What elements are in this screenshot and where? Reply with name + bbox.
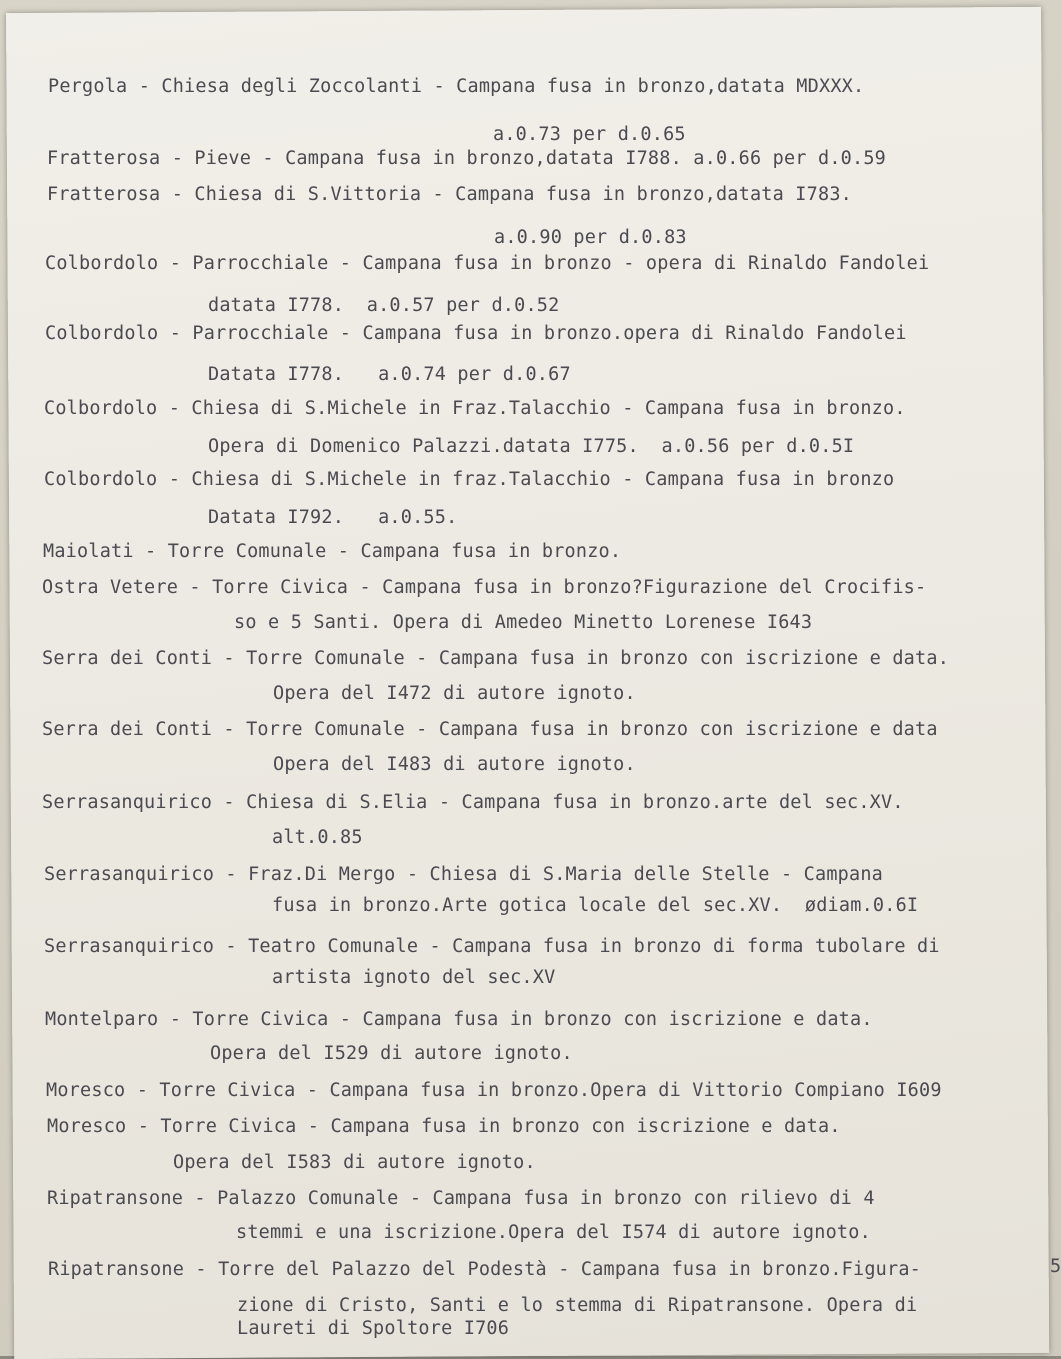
entry-line: Ripatransone - Torre del Palazzo del Podestà - Campana fusa in bronzo.Figura- bbox=[48, 1259, 922, 1280]
entry-line: artista ignoto del sec.XV bbox=[272, 967, 556, 988]
entry-line: Opera del I483 di autore ignoto. bbox=[273, 754, 636, 775]
entry-line: Colbordolo - Parrocchiale - Campana fusa in bronzo - opera di Rinaldo Fandolei bbox=[45, 253, 930, 274]
entry-line: Fratterosa - Pieve - Campana fusa in bronzo,datata I788. a.0.66 per d.0.59 bbox=[47, 148, 887, 169]
entry-line: a.0.90 per d.0.83 bbox=[494, 227, 687, 248]
entry-line: Serrasanquirico - Teatro Comunale - Campana fusa in bronzo di forma tubolare di bbox=[44, 936, 940, 957]
entry-line: Fratterosa - Chiesa di S.Vittoria - Campana fusa in bronzo,datata I783. bbox=[47, 184, 852, 205]
entry-line: Serrasanquirico - Fraz.Di Mergo - Chiesa di S.Maria delle Stelle - Campana bbox=[44, 864, 884, 885]
entry-line: Serra dei Conti - Torre Comunale - Campana fusa in bronzo con iscrizione e data bbox=[42, 719, 938, 740]
entry-line: Opera del I529 di autore ignoto. bbox=[210, 1043, 573, 1064]
entry-line: Opera del I583 di autore ignoto. bbox=[173, 1152, 536, 1173]
entry-line: a.0.73 per d.0.65 bbox=[493, 124, 686, 145]
entry-line: so e 5 Santi. Opera di Amedeo Minetto Lorenese I643 bbox=[234, 612, 813, 633]
entry-line: Moresco - Torre Civica - Campana fusa in bronzo con iscrizione e data. bbox=[47, 1116, 841, 1137]
entry-line: Datata I778. a.0.74 per d.0.67 bbox=[208, 364, 571, 385]
entry-line: Moresco - Torre Civica - Campana fusa in bronzo.Opera di Vittorio Compiano I609 bbox=[46, 1080, 942, 1101]
page-edge-mark: 5 bbox=[1050, 1256, 1061, 1277]
entry-line: Serrasanquirico - Chiesa di S.Elia - Campana fusa in bronzo.arte del sec.XV. bbox=[42, 792, 904, 813]
entry-line: Laureti di Spoltore I706 bbox=[237, 1318, 510, 1339]
entry-line: Pergola - Chiesa degli Zoccolanti - Campana fusa in bronzo,datata MDXXX. bbox=[48, 76, 865, 97]
entry-line: Colbordolo - Chiesa di S.Michele in fraz.Talacchio - Campana fusa in bronzo bbox=[44, 469, 895, 490]
entry-line: Datata I792. a.0.55. bbox=[208, 507, 458, 528]
entry-line: zione di Cristo, Santi e lo stemma di Ripatransone. Opera di bbox=[237, 1295, 918, 1316]
entry-line: stemmi e una iscrizione.Opera del I574 di autore ignoto. bbox=[236, 1222, 871, 1243]
entry-line: Montelparo - Torre Civica - Campana fusa in bronzo con iscrizione e data. bbox=[45, 1009, 873, 1030]
entry-line: fusa in bronzo.Arte gotica locale del sec.XV. ødiam.0.6I bbox=[272, 895, 919, 916]
entry-line: Serra dei Conti - Torre Comunale - Campana fusa in bronzo con iscrizione e data. bbox=[42, 648, 950, 669]
entry-line: Opera del I472 di autore ignoto. bbox=[273, 683, 636, 704]
entry-line: Opera di Domenico Palazzi.datata I775. a.0.56 per d.0.5I bbox=[208, 436, 855, 457]
entry-line: Maiolati - Torre Comunale - Campana fusa in bronzo. bbox=[43, 541, 622, 562]
entry-line: Colbordolo - Parrocchiale - Campana fusa in bronzo.opera di Rinaldo Fandolei bbox=[45, 323, 907, 344]
entry-line: Ostra Vetere - Torre Civica - Campana fusa in bronzo?Figurazione del Crocifis- bbox=[42, 577, 927, 598]
entry-line: Ripatransone - Palazzo Comunale - Campana fusa in bronzo con rilievo di 4 bbox=[47, 1188, 875, 1209]
entry-line: alt.0.85 bbox=[272, 827, 363, 848]
entry-line: Colbordolo - Chiesa di S.Michele in Fraz.Talacchio - Campana fusa in bronzo. bbox=[44, 398, 906, 419]
entry-line: datata I778. a.0.57 per d.0.52 bbox=[208, 295, 560, 316]
